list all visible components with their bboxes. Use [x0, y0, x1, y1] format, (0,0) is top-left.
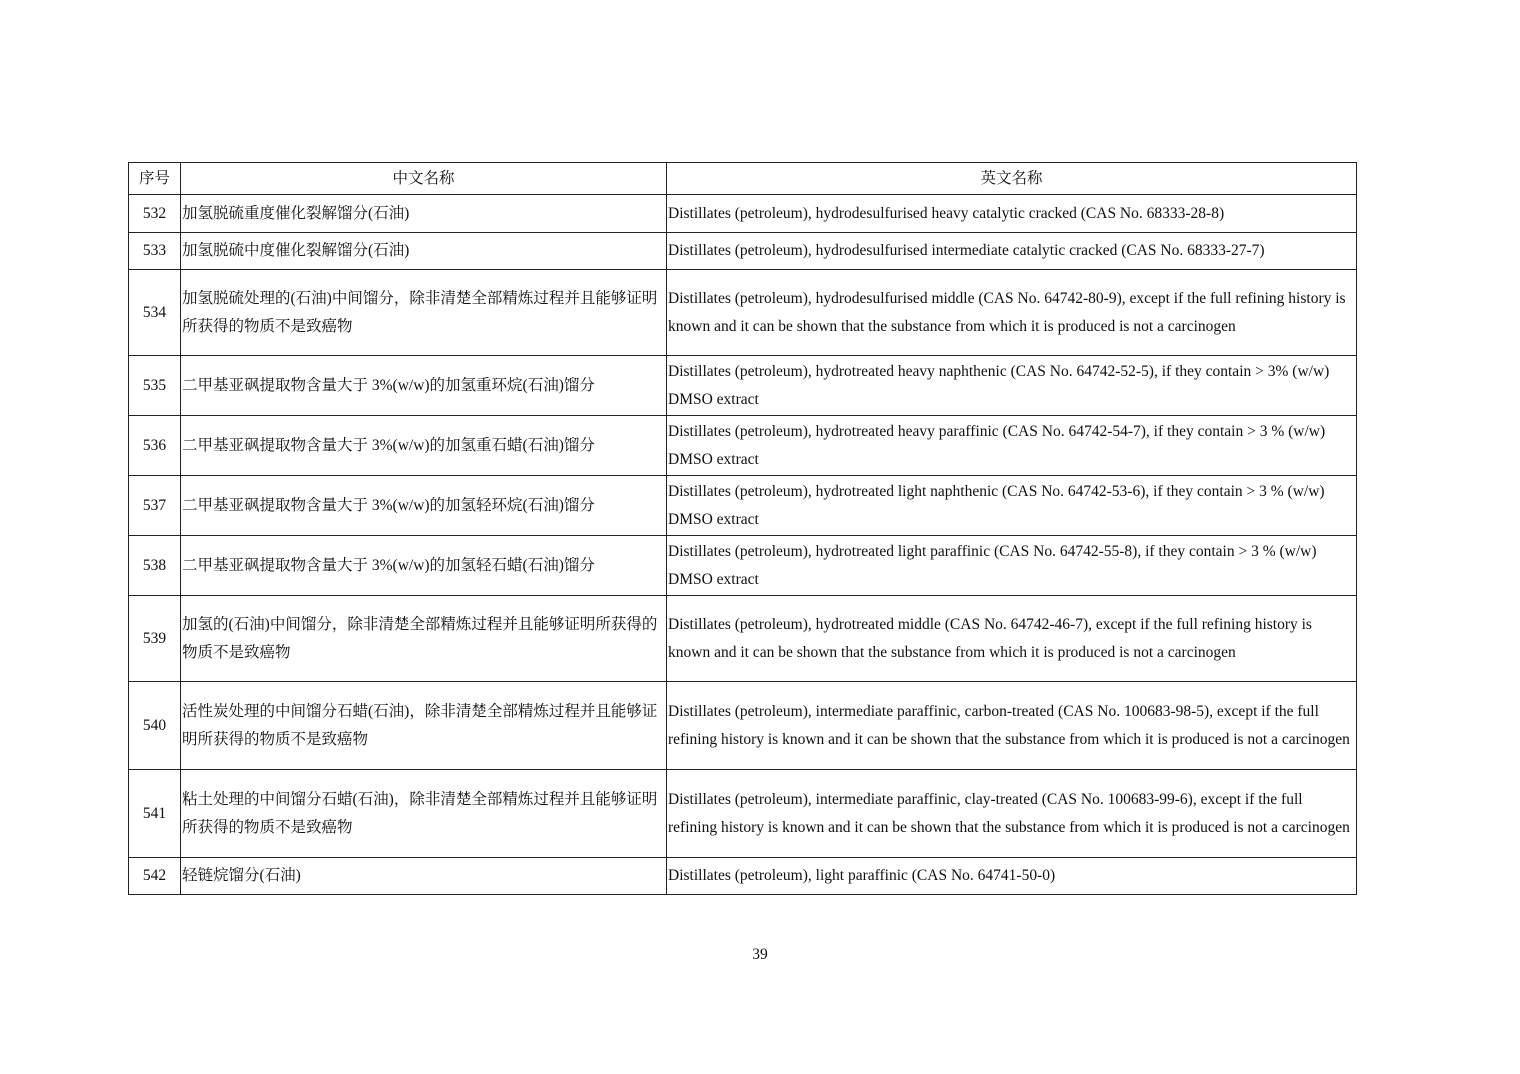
row-chinese-name: 粘土处理的中间馏分石蜡(石油)，除非清楚全部精炼过程并且能够证明所获得的物质不是致癌物: [181, 770, 667, 858]
table-row: [129, 770, 1357, 858]
row-english-name: Distillates (petroleum), hydrotreated light naphthenic (CAS No. 64742-53-6), if they contain > 3 % (w/w) DMSO extract: [667, 476, 1357, 536]
table-row: [129, 195, 1357, 233]
row-number: 538: [129, 536, 181, 596]
row-chinese-name: 活性炭处理的中间馏分石蜡(石油)，除非清楚全部精炼过程并且能够证明所获得的物质不是致癌物: [181, 682, 667, 770]
table-row: [129, 270, 1357, 356]
header-chinese-name: 中文名称: [181, 163, 667, 195]
row-number: 539: [129, 596, 181, 682]
header-serial-number: 序号: [129, 163, 181, 195]
row-chinese-name: 加氢脱硫重度催化裂解馏分(石油): [181, 195, 667, 233]
row-chinese-name: 二甲基亚砜提取物含量大于 3%(w/w)的加氢轻环烷(石油)馏分: [181, 476, 667, 536]
table-row: [129, 682, 1357, 770]
row-number: 535: [129, 356, 181, 416]
row-number: 540: [129, 682, 181, 770]
row-chinese-name: 二甲基亚砜提取物含量大于 3%(w/w)的加氢重环烷(石油)馏分: [181, 356, 667, 416]
row-english-name: Distillates (petroleum), hydrodesulfurised heavy catalytic cracked (CAS No. 68333-28-8): [667, 195, 1357, 233]
row-number: 542: [129, 858, 181, 895]
table-row: [129, 596, 1357, 682]
row-chinese-name: 二甲基亚砜提取物含量大于 3%(w/w)的加氢重石蜡(石油)馏分: [181, 416, 667, 476]
table-row: [129, 476, 1357, 536]
table-row: [129, 536, 1357, 596]
row-number: 533: [129, 233, 181, 270]
row-number: 536: [129, 416, 181, 476]
row-english-name: Distillates (petroleum), hydrotreated heavy paraffinic (CAS No. 64742-54-7), if they contain > 3 % (w/w) DMSO extract: [667, 416, 1357, 476]
substances-table: [128, 162, 1357, 895]
table-row: [129, 416, 1357, 476]
table-row: [129, 858, 1357, 895]
row-number: 541: [129, 770, 181, 858]
row-number: 534: [129, 270, 181, 356]
row-chinese-name: 加氢脱硫中度催化裂解馏分(石油): [181, 233, 667, 270]
row-english-name: Distillates (petroleum), hydrotreated middle (CAS No. 64742-46-7), except if the full refining history is known and it can be shown that the substance from which it is produced is not a carcinogen: [667, 596, 1357, 682]
header-english-name: 英文名称: [667, 163, 1357, 195]
row-chinese-name: 加氢的(石油)中间馏分，除非清楚全部精炼过程并且能够证明所获得的物质不是致癌物: [181, 596, 667, 682]
row-english-name: Distillates (petroleum), hydrodesulfurised intermediate catalytic cracked (CAS No. 68333-27-7): [667, 233, 1357, 270]
row-chinese-name: 二甲基亚砜提取物含量大于 3%(w/w)的加氢轻石蜡(石油)馏分: [181, 536, 667, 596]
row-english-name: Distillates (petroleum), intermediate paraffinic, clay-treated (CAS No. 100683-99-6), except if the full refining history is known and it can be shown that the substance from which it is produced is not a carcinogen: [667, 770, 1357, 858]
row-english-name: Distillates (petroleum), intermediate paraffinic, carbon-treated (CAS No. 100683-98-5), except if the full refining history is known and it can be shown that the substance from which it is produced is not a carcinogen: [667, 682, 1357, 770]
row-english-name: Distillates (petroleum), hydrotreated heavy naphthenic (CAS No. 64742-52-5), if they contain > 3% (w/w) DMSO extract: [667, 356, 1357, 416]
row-number: 537: [129, 476, 181, 536]
table-header-row: [129, 163, 1357, 195]
table-row: [129, 356, 1357, 416]
row-number: 532: [129, 195, 181, 233]
row-chinese-name: 加氢脱硫处理的(石油)中间馏分，除非清楚全部精炼过程并且能够证明所获得的物质不是致癌物: [181, 270, 667, 356]
row-english-name: Distillates (petroleum), hydrodesulfurised middle (CAS No. 64742-80-9), except if the full refining history is known and it can be shown that the substance from which it is produced is not a carcinogen: [667, 270, 1357, 356]
table-row: [129, 233, 1357, 270]
row-english-name: Distillates (petroleum), hydrotreated light paraffinic (CAS No. 64742-55-8), if they contain > 3 % (w/w) DMSO extract: [667, 536, 1357, 596]
row-chinese-name: 轻链烷馏分(石油): [181, 858, 667, 895]
row-english-name: Distillates (petroleum), light paraffinic (CAS No. 64741-50-0): [667, 858, 1357, 895]
page-number: 39: [752, 946, 768, 963]
